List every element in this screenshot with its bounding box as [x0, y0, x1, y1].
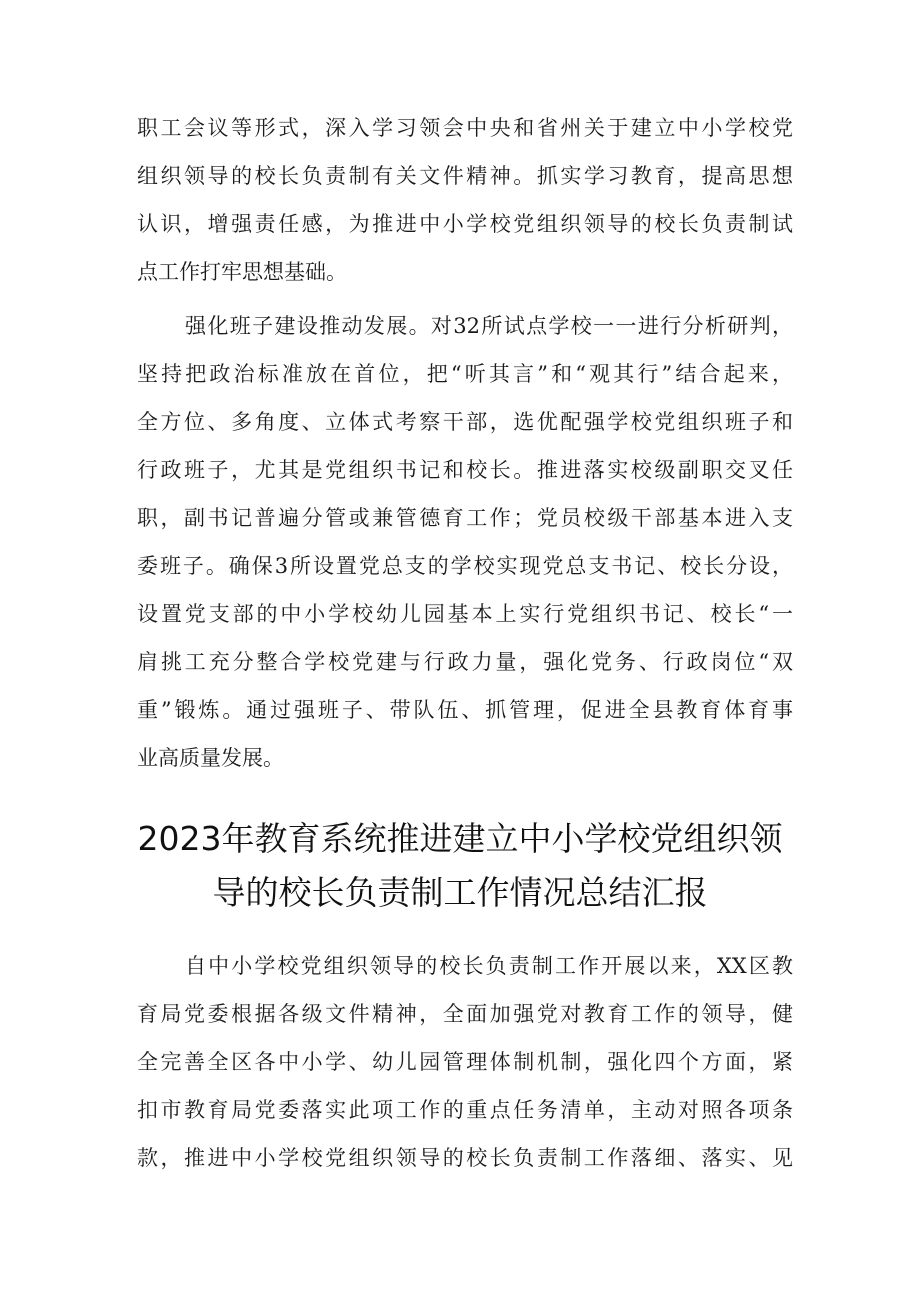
paragraph-line: 业高质量发展。 [137, 746, 284, 770]
paragraph-line: 组织领导的校长负责制有关文件精神。抓实学习教育，提高思想 [137, 164, 793, 188]
paragraph-line: 自中小学校党组织领导的校长负责制工作开展以来，XX区教 [185, 954, 793, 978]
paragraph-line: 肩挑工充分整合学校党建与行政力量，强化党务、行政岗位“双 [137, 650, 793, 674]
paragraph-line: 认识，增强责任感，为推进中小学校党组织领导的校长负责制试 [137, 212, 793, 236]
paragraph-line: 职工会议等形式，深入学习领会中央和省州关于建立中小学校党 [137, 116, 793, 140]
paragraph-line: 全方位、多角度、立体式考察干部，选优配强学校党组织班子和 [137, 410, 793, 434]
paragraph-line: 育局党委根据各级文件精神，全面加强党对教育工作的领导，健 [137, 1002, 793, 1026]
paragraph-line: 坚持把政治标准放在首位，把“听其言”和“观其行”结合起来， [137, 362, 793, 386]
paragraph-line: 款，推进中小学校党组织领导的校长负责制工作落细、落实、见 [137, 1146, 793, 1170]
paragraph-line: 全完善全区各中小学、幼儿园管理体制机制，强化四个方面，紧 [137, 1050, 793, 1074]
title-line: 2023年教育系统推进建立中小学校党组织领 [137, 819, 783, 858]
paragraph-line: 重”锻炼。通过强班子、带队伍、抓管理，促进全县教育体育事 [137, 698, 793, 722]
paragraph-line: 设置党支部的中小学校幼儿园基本上实行党组织书记、校长“一 [137, 602, 793, 626]
title-line: 导的校长负责制工作情况总结汇报 [212, 873, 708, 912]
paragraph-line: 委班子。确保3所设置党总支的学校实现党总支书记、校长分设， [137, 554, 793, 578]
paragraph-line: 点工作打牢思想基础。 [137, 260, 347, 284]
paragraph-line: 强化班子建设推动发展。对32所试点学校一一进行分析研判， [185, 314, 793, 338]
paragraph-line: 扣市教育局党委落实此项工作的重点任务清单，主动对照各项条 [137, 1098, 793, 1122]
paragraph-line: 行政班子，尤其是党组织书记和校长。推进落实校级副职交叉任 [137, 458, 793, 482]
paragraph-line: 职，副书记普遍分管或兼管德育工作；党员校级干部基本进入支 [137, 506, 793, 530]
